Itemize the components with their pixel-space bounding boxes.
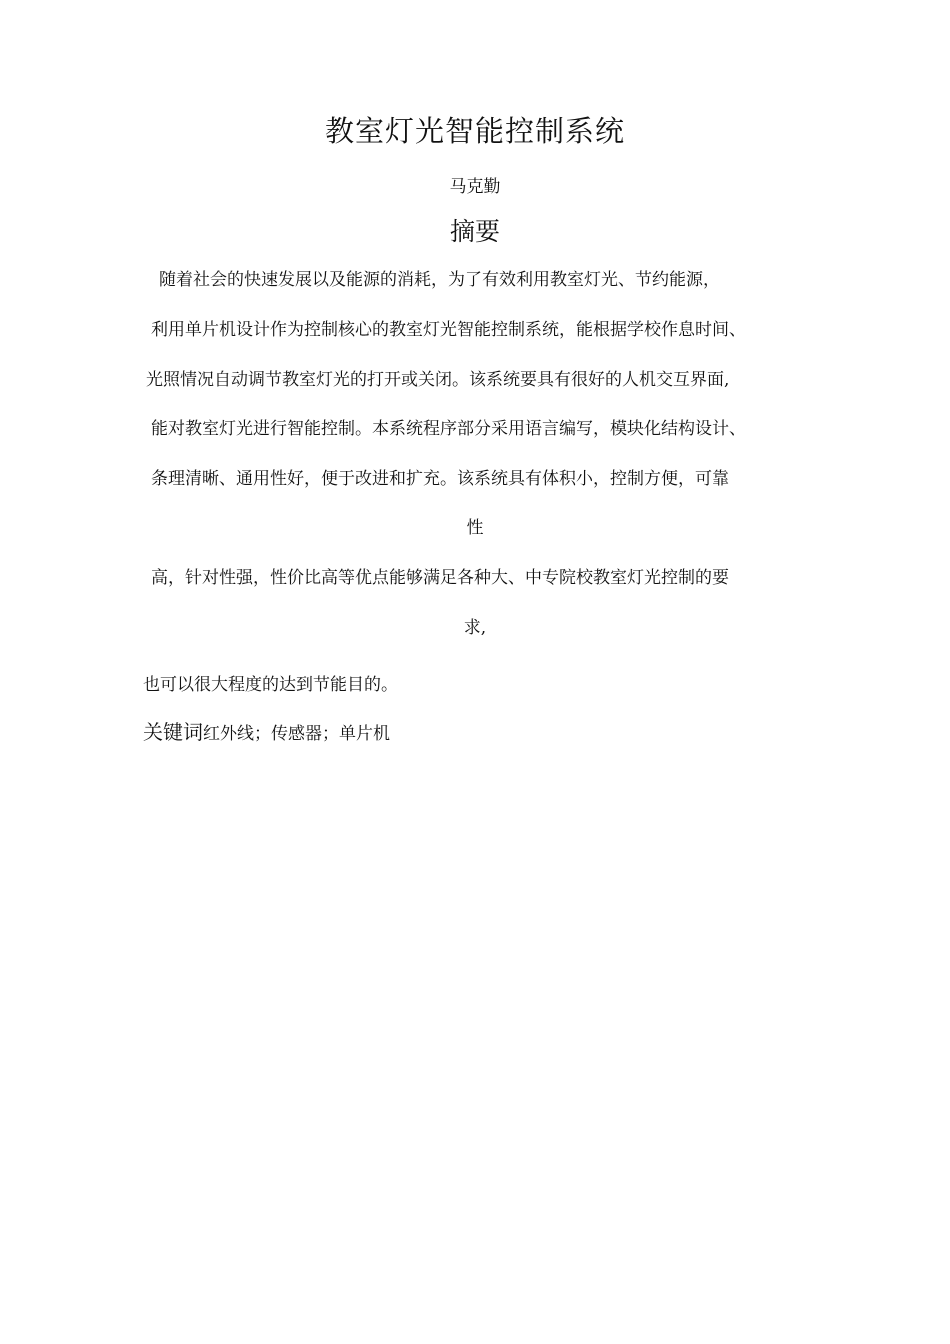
abstract-line-6: 性 [466,518,484,538]
document-title: 教室灯光智能控制系统 [324,114,625,148]
abstract-line-8: 求, [463,618,487,638]
keywords-values: 红外线；传感器；单片机 [203,724,390,744]
abstract-line-9: 也可以很大程度的达到节能目的。 [143,675,398,695]
author-name: 马克勤 [449,177,501,197]
abstract-line-2: 利用单片机设计作为控制核心的教室灯光智能控制系统，能根据学校作息时间、 [151,320,746,340]
abstract-heading: 摘要 [449,217,500,246]
abstract-line-1: 随着社会的快速发展以及能源的消耗，为了有效利用教室灯光、节约能源， [159,270,720,290]
keywords-row [143,719,390,747]
abstract-line-3: 光照情况自动调节教室灯光的打开或关闭。该系统要具有很好的人机交互界面, [146,370,730,390]
abstract-line-7: 高，针对性强，性价比高等优点能够满足各种大、中专院校教室灯光控制的要 [151,568,729,588]
keywords-label: 关键词 [143,720,203,744]
abstract-line-5: 条理清晰、通用性好，便于改进和扩充。该系统具有体积小，控制方便，可靠 [151,469,729,489]
abstract-line-4: 能对教室灯光进行智能控制。本系统程序部分采用语言编写，模块化结构设计、 [151,419,746,439]
